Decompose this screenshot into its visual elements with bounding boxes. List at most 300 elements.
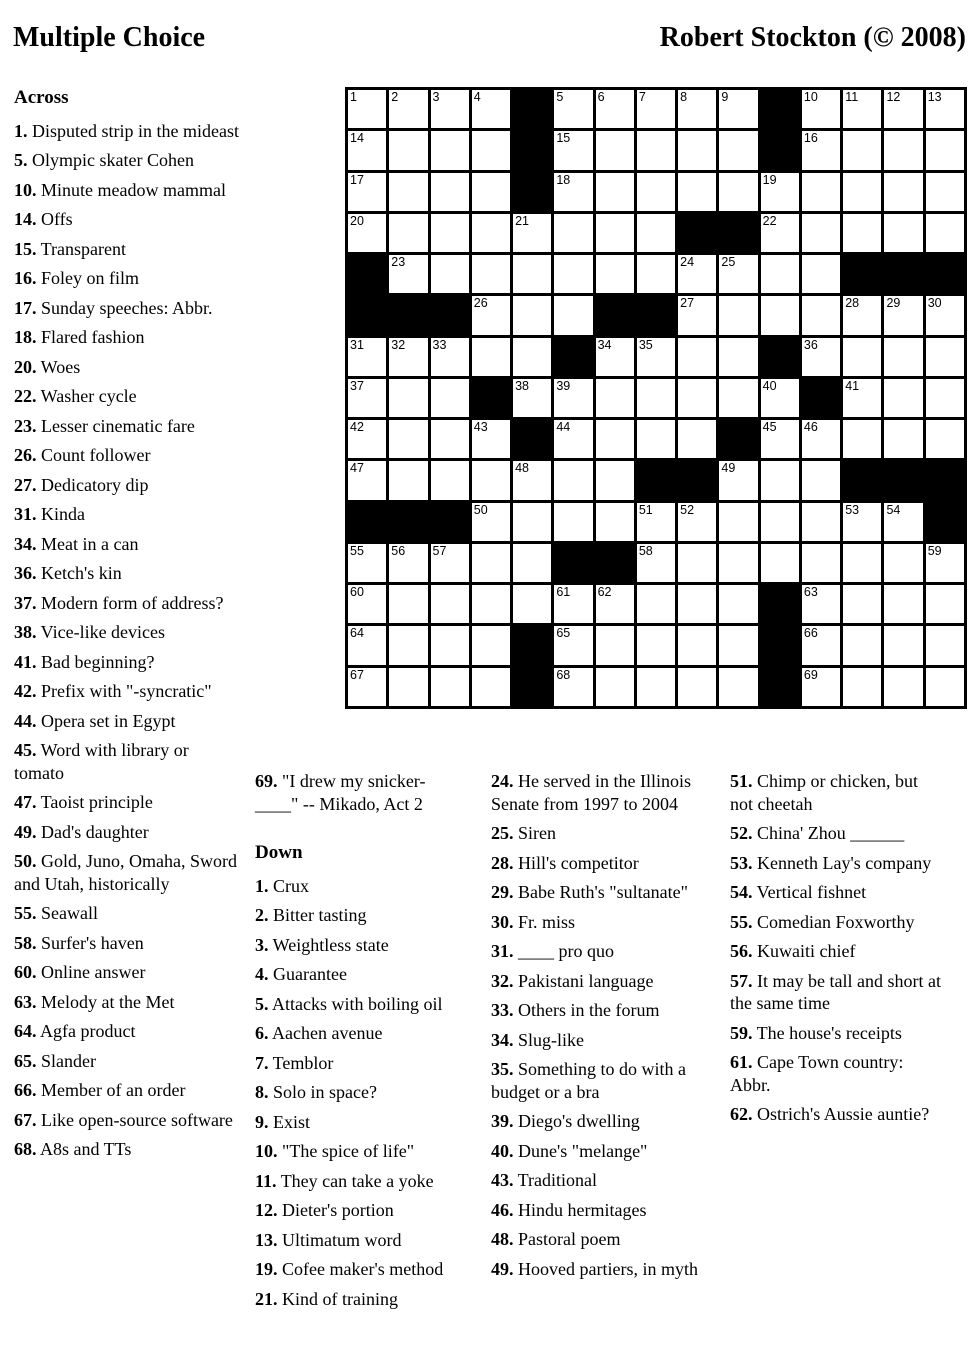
clue-number: 19. [255,1259,278,1280]
grid-cell[interactable] [554,585,592,623]
down-clue-6: 6. Aachen avenue [255,1023,383,1044]
grid-cell[interactable] [513,296,551,334]
grid-cell[interactable] [761,255,799,293]
grid-cell[interactable] [802,544,840,582]
grid-cell[interactable] [843,214,881,252]
grid-cell[interactable] [554,90,592,128]
grid-cell[interactable] [719,626,757,664]
down-clue-8: 8. Solo in space? [255,1082,377,1103]
cell-number: 35 [638,337,653,352]
grid-cell-black [719,420,757,458]
grid-cell[interactable] [802,173,840,211]
across-clue-50: 50. Gold, Juno, Omaha, Sword and Utah, historically [14,851,237,894]
down-clue-61: 61. Cape Town country: Abbr. [730,1052,904,1095]
down-clue-48: 48. Pastoral poem [491,1229,621,1249]
grid-cell[interactable] [802,626,840,664]
clue-number: 61. [730,1052,753,1072]
clue-number: 40. [491,1140,514,1161]
cell-number: 32 [391,337,406,352]
across-clue-55: 55. Seawall [14,903,98,924]
grid-cell[interactable] [926,296,964,334]
grid-cell[interactable] [637,668,675,706]
grid-cell[interactable] [719,90,757,128]
across-clue-66: 66. Member of an order [14,1080,186,1101]
across-clue-38: 38. Vice-like devices [14,622,166,643]
grid-cell-black [348,296,386,334]
across-clue-36: 36. Ketch's kin [14,563,122,584]
clue-number: 38. [14,622,37,643]
grid-cell[interactable] [431,420,469,458]
grid-cell[interactable] [843,503,881,541]
grid-cell[interactable] [678,338,716,376]
across-clue-37: 37. Modern form of address? [14,592,224,613]
grid-cell[interactable] [884,90,922,128]
clue-number: 43. [491,1170,514,1190]
down-clue-10: 10. "The spice of life" [255,1141,415,1162]
grid-cell[interactable] [348,90,386,128]
grid-cell[interactable] [348,379,386,417]
across-clue-65: 65. Slander [14,1050,96,1071]
grid-cell[interactable] [719,296,757,334]
grid-cell[interactable] [884,296,922,334]
grid-cell[interactable] [513,255,551,293]
grid-cell[interactable] [431,338,469,376]
grid-cell[interactable] [637,214,675,252]
cell-number: 2 [391,90,399,104]
grid-cell[interactable] [348,626,386,664]
grid-cell[interactable] [348,131,386,169]
grid-cell[interactable] [802,420,840,458]
grid-cell[interactable] [389,338,427,376]
grid-cell[interactable] [348,173,386,211]
grid-cell[interactable] [637,420,675,458]
grid-cell-black [554,338,592,376]
clue-number: 25. [491,823,514,843]
cell-number: 57 [432,543,447,558]
grid-cell[interactable] [389,173,427,211]
down-clue-53: 53. Kenneth Lay's company [730,852,932,873]
grid-cell[interactable] [637,379,675,417]
grid-cell[interactable] [843,173,881,211]
grid-cell[interactable] [637,626,675,664]
clue-number: 8. [255,1082,269,1103]
grid-cell[interactable] [348,544,386,582]
grid-cell[interactable] [554,420,592,458]
cell-number: 17 [350,172,364,187]
grid-cell[interactable] [843,338,881,376]
grid-cell[interactable] [884,544,922,582]
cell-number: 30 [927,296,942,311]
grid-cell[interactable] [431,544,469,582]
cell-number: 28 [845,296,860,311]
grid-cell[interactable] [389,585,427,623]
grid-cell[interactable] [596,668,634,706]
grid-cell[interactable] [884,503,922,541]
grid-cell[interactable] [678,585,716,623]
grid-cell[interactable] [348,420,386,458]
grid-cell[interactable] [761,503,799,541]
grid-cell[interactable] [719,585,757,623]
grid-cell[interactable] [926,668,964,706]
down-clue-24: 24. He served in the Illinois Senate from 1997 to 2004 [491,771,691,814]
grid-cell[interactable] [802,668,840,706]
grid-cell[interactable] [554,296,592,334]
grid-cell[interactable] [472,214,510,252]
grid-cell[interactable] [431,585,469,623]
grid-cell[interactable] [926,420,964,458]
grid-cell[interactable] [472,420,510,458]
grid-cell[interactable] [926,585,964,623]
clue-number: 11. [255,1170,277,1191]
grid-cell[interactable] [596,626,634,664]
clue-number: 45. [14,740,37,761]
grid-cell[interactable] [678,420,716,458]
clue-number: 29. [491,882,514,902]
grid-cell[interactable] [472,461,510,499]
clue-number: 54. [730,882,753,902]
grid-cell[interactable] [472,90,510,128]
grid-cell[interactable] [678,255,716,293]
across-clue-63: 63. Melody at the Met [14,991,175,1012]
grid-cell[interactable] [719,131,757,169]
grid-cell[interactable] [431,379,469,417]
grid-cell[interactable] [678,668,716,706]
clue-number: 59. [730,1022,753,1043]
grid-cell[interactable] [884,338,922,376]
down-clue-32: 32. Pakistani language [491,970,654,991]
clue-number: 27. [14,474,37,495]
grid-cell[interactable] [513,503,551,541]
grid-cell[interactable] [554,173,592,211]
grid-cell[interactable] [596,379,634,417]
grid-cell[interactable] [637,90,675,128]
grid-cell[interactable] [554,626,592,664]
grid-cell[interactable] [513,379,551,417]
clue-number: 63. [14,991,37,1012]
grid-cell[interactable] [884,668,922,706]
grid-cell[interactable] [884,585,922,623]
cell-number: 59 [927,543,942,558]
grid-cell[interactable] [348,338,386,376]
grid-cell[interactable] [596,131,634,169]
cell-number: 44 [556,420,571,435]
grid-cell[interactable] [843,131,881,169]
grid-cell[interactable] [802,255,840,293]
grid-cell[interactable] [678,379,716,417]
grid-cell[interactable] [884,131,922,169]
grid-cell[interactable] [389,668,427,706]
grid-cell[interactable] [348,214,386,252]
grid-cell[interactable] [596,214,634,252]
grid-cell[interactable] [554,131,592,169]
grid-cell[interactable] [389,420,427,458]
grid-cell[interactable] [596,173,634,211]
cell-number: 22 [762,213,777,228]
grid-cell[interactable] [926,338,964,376]
grid-cell-black [884,461,922,499]
down-clue-40: 40. Dune's "melange" [491,1140,648,1161]
grid-cell[interactable] [678,131,716,169]
grid-cell[interactable] [389,255,427,293]
puzzle-author: Robert Stockton (© 2008) [659,22,966,53]
grid-cell[interactable] [389,379,427,417]
grid-cell[interactable] [761,173,799,211]
grid-cell[interactable] [348,461,386,499]
clue-number: 30. [491,911,514,932]
grid-cell[interactable] [472,503,510,541]
grid-cell[interactable] [802,338,840,376]
across-clue-41: 41. Bad beginning? [14,651,155,672]
cell-number: 20 [350,213,364,228]
grid-cell[interactable] [554,503,592,541]
clue-number: 36. [14,563,37,584]
grid-cell[interactable] [719,503,757,541]
grid-cell[interactable] [431,131,469,169]
cell-number: 55 [350,543,364,558]
grid-cell[interactable] [719,544,757,582]
clue-number: 14. [14,209,37,230]
grid-cell[interactable] [596,420,634,458]
cell-number: 6 [597,90,605,104]
down-clue-39: 39. Diego's dwelling [491,1111,640,1131]
grid-cell-black [761,131,799,169]
grid-cell-black [678,461,716,499]
grid-cell[interactable] [678,296,716,334]
grid-cell[interactable] [802,131,840,169]
grid-cell[interactable] [802,296,840,334]
grid-cell[interactable] [431,173,469,211]
grid-cell[interactable] [926,131,964,169]
grid-cell[interactable] [843,420,881,458]
cell-number: 53 [845,502,860,517]
grid-cell[interactable] [802,90,840,128]
grid-cell[interactable] [513,585,551,623]
grid-cell[interactable] [637,585,675,623]
grid-cell[interactable] [513,544,551,582]
grid-cell[interactable] [431,90,469,128]
clue-number: 42. [14,681,37,702]
grid-cell[interactable] [761,420,799,458]
grid-cell[interactable] [719,338,757,376]
down-clue-30: 30. Fr. miss [491,911,576,932]
down-clue-13: 13. Ultimatum word [255,1229,402,1250]
grid-cell[interactable] [802,461,840,499]
grid-cell[interactable] [884,379,922,417]
cell-number: 46 [803,420,818,435]
clue-number: 62. [730,1104,753,1124]
grid-cell[interactable] [678,90,716,128]
clue-number: 57. [730,970,753,991]
grid-cell[interactable] [513,338,551,376]
down-clue-list-2 [491,770,713,1287]
clue-number: 21. [255,1288,278,1309]
grid-cell[interactable] [472,173,510,211]
grid-cell[interactable] [637,544,675,582]
grid-cell[interactable] [389,214,427,252]
across-clue-42: 42. Prefix with "-syncratic" [14,681,212,702]
grid-cell[interactable] [596,503,634,541]
grid-cell[interactable] [431,668,469,706]
grid-cell[interactable] [843,668,881,706]
grid-cell-black [596,296,634,334]
grid-cell[interactable] [472,296,510,334]
grid-cell[interactable] [802,503,840,541]
grid-cell[interactable] [389,544,427,582]
across-clue-47: 47. Taoist principle [14,792,153,813]
down-clue-34: 34. Slug-like [491,1029,584,1050]
grid-cell[interactable] [926,626,964,664]
grid-cell[interactable] [389,461,427,499]
grid-cell[interactable] [926,379,964,417]
grid-cell[interactable] [678,544,716,582]
grid-cell[interactable] [554,668,592,706]
grid-cell[interactable] [472,626,510,664]
clue-number: 24. [491,771,514,791]
grid-cell[interactable] [678,173,716,211]
cell-number: 18 [556,172,571,187]
across-clue-5: 5. Olympic skater Cohen [14,150,194,171]
clue-number: 32. [491,970,514,991]
grid-cell[interactable] [554,214,592,252]
cell-number: 8 [680,90,688,104]
grid-cell[interactable] [884,420,922,458]
across-clue-44: 44. Opera set in Egypt [14,710,176,731]
grid-cell[interactable] [802,585,840,623]
grid-cell[interactable] [843,585,881,623]
grid-cell[interactable] [389,626,427,664]
across-clue-22: 22. Washer cycle [14,386,137,407]
grid-cell[interactable] [513,214,551,252]
grid-cell[interactable] [431,626,469,664]
grid-cell[interactable] [761,296,799,334]
clue-number: 52. [730,823,753,843]
grid-cell[interactable] [843,626,881,664]
grid-cell-black [431,296,469,334]
grid-cell[interactable] [431,461,469,499]
across-clue-58: 58. Surfer's haven [14,932,144,953]
grid-cell[interactable] [678,503,716,541]
cell-number: 7 [638,90,646,104]
grid-cell[interactable] [596,461,634,499]
across-clue-67: 67. Like open-source software [14,1109,233,1130]
cell-number: 50 [473,502,488,517]
grid-cell[interactable] [431,214,469,252]
grid-cell[interactable] [472,668,510,706]
grid-cell[interactable] [884,173,922,211]
grid-cell[interactable] [926,90,964,128]
grid-cell[interactable] [513,461,551,499]
grid-cell[interactable] [596,585,634,623]
grid-cell-black [802,379,840,417]
cell-number: 45 [762,420,777,435]
clue-number: 16. [14,268,37,289]
across-clue-16: 16. Foley on film [14,268,139,289]
cell-number: 9 [721,90,729,104]
grid-cell[interactable] [637,131,675,169]
grid-cell[interactable] [472,338,510,376]
cell-number: 13 [927,90,942,104]
clue-number: 39. [491,1111,514,1131]
down-clue-55: 55. Comedian Foxworthy [730,911,915,932]
grid-cell[interactable] [431,255,469,293]
grid-cell[interactable] [884,626,922,664]
grid-cell[interactable] [678,626,716,664]
grid-cell[interactable] [761,544,799,582]
cell-number: 15 [556,131,571,146]
grid-cell[interactable] [637,173,675,211]
down-clue-9: 9. Exist [255,1111,311,1132]
down-clue-56: 56. Kuwaiti chief [730,941,856,961]
grid-cell[interactable] [802,214,840,252]
grid-cell[interactable] [926,173,964,211]
across-clue-26: 26. Count follower [14,445,151,466]
grid-cell[interactable] [472,131,510,169]
clue-number: 15. [14,238,37,259]
grid-cell[interactable] [719,173,757,211]
down-clue-list-1 [255,875,466,1311]
grid-cell[interactable] [596,90,634,128]
grid-cell[interactable] [719,379,757,417]
grid-cell[interactable] [637,338,675,376]
down-heading: Down [255,842,303,863]
grid-cell-black [472,379,510,417]
cell-number: 11 [845,90,859,104]
grid-cell[interactable] [719,668,757,706]
grid-cell-black [761,585,799,623]
grid-cell[interactable] [554,255,592,293]
cell-number: 56 [391,543,406,558]
clue-number: 6. [255,1023,269,1044]
clue-number: 9. [255,1111,269,1132]
grid-cell[interactable] [596,338,634,376]
across-clue-1: 1. Disputed strip in the mideast [14,120,239,141]
cell-number: 61 [556,585,571,600]
clue-number: 20. [14,356,37,377]
grid-cell[interactable] [843,90,881,128]
grid-cell[interactable] [554,461,592,499]
grid-cell[interactable] [348,585,386,623]
grid-cell[interactable] [843,379,881,417]
grid-cell[interactable] [761,379,799,417]
grid-cell[interactable] [554,379,592,417]
grid-cell[interactable] [843,544,881,582]
grid-cell[interactable] [472,585,510,623]
grid-cell-black [431,503,469,541]
grid-cell-black [513,173,551,211]
grid-cell[interactable] [926,214,964,252]
across-clue-34: 34. Meat in a can [14,533,139,554]
clue-number: 12. [255,1200,278,1221]
grid-cell[interactable] [389,131,427,169]
cell-number: 67 [350,667,364,682]
grid-cell[interactable] [348,668,386,706]
grid-cell[interactable] [596,255,634,293]
grid-cell[interactable] [472,255,510,293]
grid-cell[interactable] [884,214,922,252]
grid-cell[interactable] [926,544,964,582]
grid-cell[interactable] [637,255,675,293]
grid-cell[interactable] [719,255,757,293]
grid-cell[interactable] [761,461,799,499]
grid-cell[interactable] [389,90,427,128]
down-clue-list-3 [730,770,945,1133]
grid-cell[interactable] [761,214,799,252]
cell-number: 48 [515,461,529,476]
grid-cell[interactable] [637,503,675,541]
grid-cell[interactable] [843,296,881,334]
grid-cell[interactable] [472,544,510,582]
grid-cell[interactable] [719,461,757,499]
